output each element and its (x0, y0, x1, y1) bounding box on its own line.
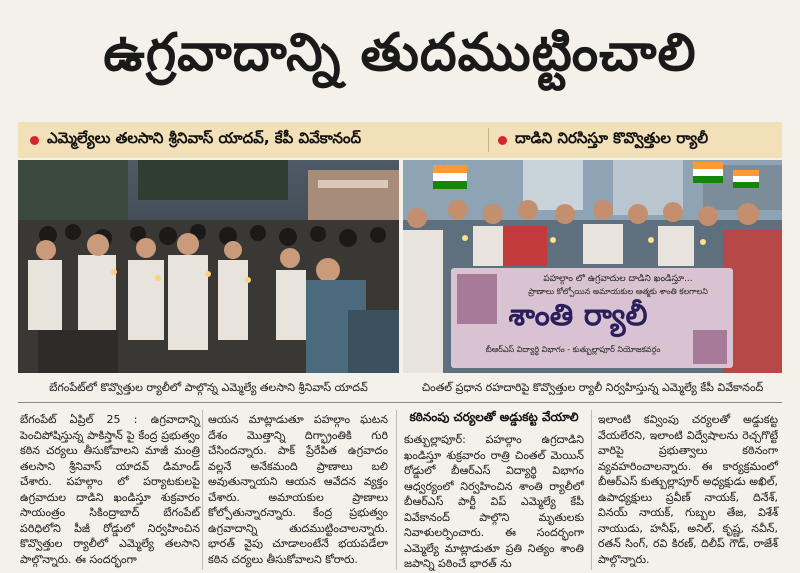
banner-title: శాంతి ర్యాలీ (508, 298, 648, 333)
subhead-left (30, 122, 361, 158)
article-column-1 (20, 412, 200, 567)
section-divider (18, 402, 782, 403)
bullet-dot-icon (498, 136, 507, 145)
column-divider (202, 410, 203, 570)
column-divider (591, 410, 592, 570)
subhead-right (498, 122, 708, 158)
bullet-dot-icon (30, 136, 39, 145)
photo-caption-right: చింతల్ ప్రధాన రహదారిపై కొవ్వొత్తుల ర్యాలీ నిర్వహిస్తున్న ఎమ్మెల్యే కేపీ వివేకానంద్ (421, 381, 764, 394)
column-divider (396, 410, 397, 570)
article-column-3 (404, 432, 584, 572)
subhead-band (18, 122, 782, 158)
photo-caption-left: బేగంపేట్‌లో కొవ్వొత్తుల ర్యాలీలో పాల్గొన్న ఎమ్మెల్యే తలసాని శ్రీనివాస్ యాదవ్ (49, 381, 368, 394)
article-column-2 (208, 412, 388, 567)
photo-chintal-rally (403, 160, 782, 373)
headline-text: ఉగ్రవాదాన్ని తుదముట్టించాలి (103, 22, 697, 83)
banner-footer: బీఆర్ఎస్ విద్యార్థి విభాగం - కుత్బుల్లాపూర్ నియోజకవర్గం (485, 345, 661, 354)
headline (0, 0, 800, 118)
photo-begumpet-rally (18, 160, 399, 373)
article-column-4 (598, 412, 778, 567)
article-paragraph: కుత్బుల్లాపూర్: పహల్గాం ఉగ్రదాడిని ఖండిస్తూ శుక్రవారం రాత్రి చింతల్ మెయిన్ రోడ్డులో బీఆర్ఎస్ విద్యార్థి విభాగం ఆధ్వర్యంలో నిర్వహించిన శాంతి ర్యాలీలో బీఆర్ఎస్ పార్టీ విప్ ఎమ్మెల్యే కేపీ వివేకానంద్ పాల్గొని మృతులకు నివాళులర్పించారు. ఈ సందర్భంగా ఎమ్మెల్యే మాట్లాడుతూ ప్రతి నిత్యం శాంతి జపాన్ని పఠించే భారత్ ను (404, 433, 584, 570)
banner-line2: ప్రాణాలు కోల్పోయిన అమాయకుల ఆత్మకు శాంతి కలగాలని (528, 287, 708, 296)
article-paragraph: ఇలాంటి కవ్వింపు చర్యలతో అడ్డుకట్ట వేయలేరని, ఇలాంటి విద్వేషాలను రెచ్చగొట్టే వారిపై ప్రభుత్వాలు కఠినంగా వ్యవహరించాలన్నారు. ఈ కార్యక్రమంలో బీఆర్ఎస్ కుత్బుల్లాపూర్ అధ్యక్షుడు అఖిల్, ఉపాధ్యక్షులు ప్రవీణ్ నాయక్, దినేశ్, వినయ్ నాయక్, గుబ్బల తేజ, విశేశ్ నాయుడు, హనీఫ్, అనిల్, కృష్ణ, నవీన్, రతన్ సింగ్, రవి కిరణ్, దిలీప్ గౌడ్, రాజేశ్ పాల్గొన్నారు. (598, 413, 778, 566)
subhead-divider (488, 128, 489, 152)
article-subheading: కఠినంపు చర్యలతో అడ్డుకట్ట వేయాలి (409, 410, 579, 424)
subhead-left-text: ఎమ్మెల్యేలు తలసాని శ్రీనివాస్ యాదవ్, కేపీ వివేకానంద్ (47, 129, 362, 147)
article-paragraph: ఆయన మాట్లాడుతూ పహల్గాం ఘటన దేశం మొత్తాన్ని దిగ్భ్రాంతికి గురి చేసిందన్నారు. పాక్ ప్రేరేపిత ఉగ్రవాదం వల్లనే అనేకమంది ప్రాణాలు బలి అవుతున్నాయని ఆయన ఆవేదన వ్యక్తం చేశారు. అమాయకుల ప్రాణాలు కోల్పోతున్నారన్నారు. కేంద్ర ప్రభుత్వం ఉగ్రవాదాన్ని తుదముట్టించాలన్నారు. భారత్ వైపు చూడాలంటేనే భయపడేలా కఠిన చర్యలు తీసుకోవాలని కోరారు. (208, 413, 388, 566)
article-paragraph: బేగంపేట్ ఏప్రిల్ 25 : ఉగ్రవాదాన్ని పెంచిపోషిస్తున్న పాకిస్తాన్ పై కేంద్ర ప్రభుత్వం కఠిన చర్యలు తీసుకోవాలని మాజీ మంత్రి తలసాని శ్రీనివాస్ యాదవ్ డిమాండ్ చేశారు. పహల్గాం లో పర్యాటకులపై ఉగ్రవాదుల దాడిని ఖండిస్తూ శుక్రవారం సాయంత్రం సికింద్రాబాద్ బేగంపేట్ పరిధిలోని పీజీ రోడ్డులో నిర్వహించిన కొవ్వొత్తుల ర్యాలీలో ఎమ్మెల్యే తలసాని పాల్గొన్నారు. ఈ సందర్భంగా (20, 413, 200, 566)
banner-line1: పహల్గాం లో ఉగ్రవాదుల దాడిని ఖండిస్తూ... (543, 274, 693, 284)
subhead-right-text: దాడిని నిరసిస్తూ కొవ్వొత్తుల ర్యాలీ (515, 129, 709, 147)
